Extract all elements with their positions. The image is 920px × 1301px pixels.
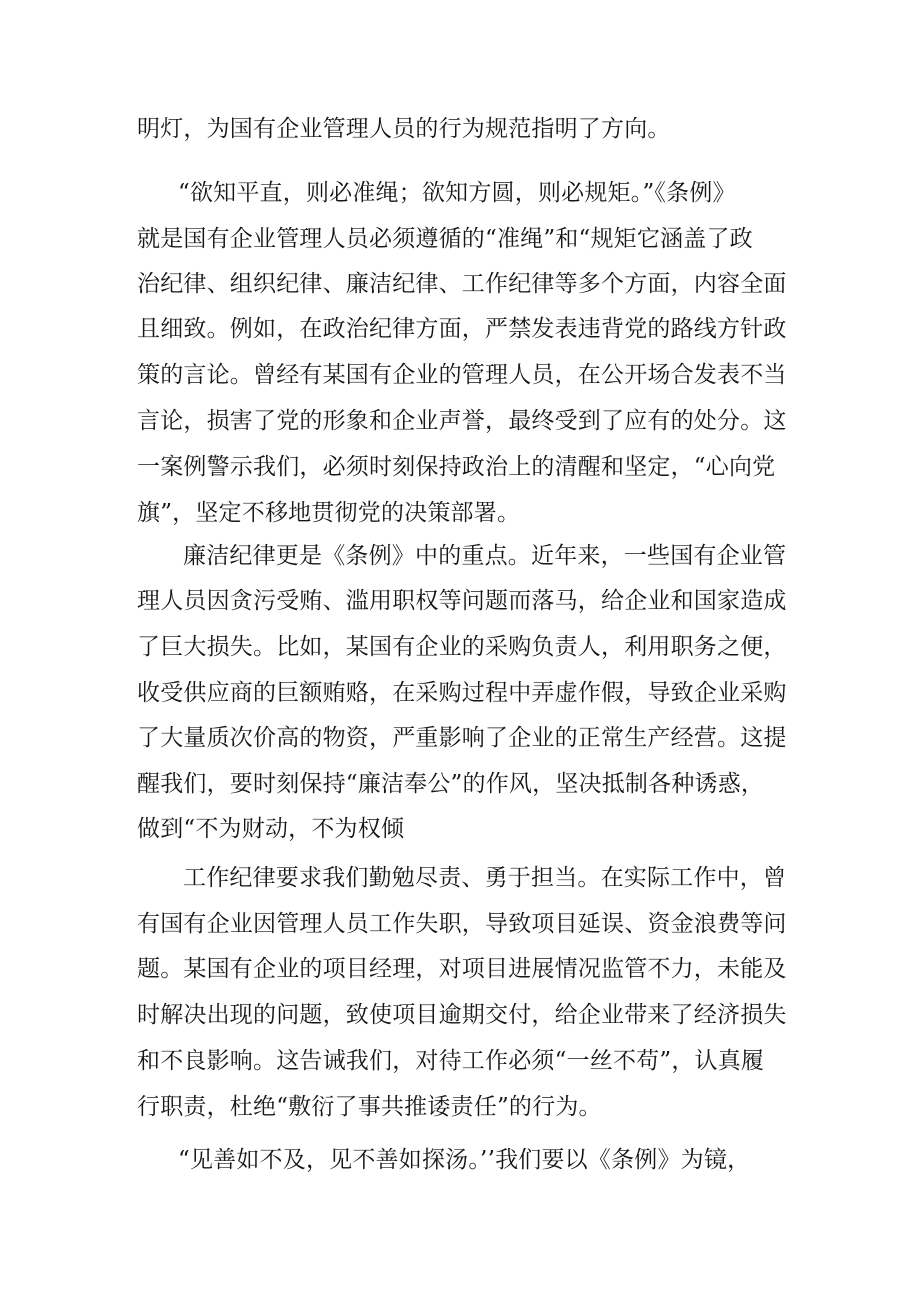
text-line: 时解决出现的问题，致使项目逾期交付，给企业带来了经济损失 bbox=[137, 1002, 787, 1028]
text-line: 收受供应商的巨额贿赂，在采购过程中弄虚作假，导致企业采购 bbox=[137, 680, 787, 706]
text-line: 有国有企业因管理人员工作失职，导致项目延误、资金浪费等问 bbox=[137, 911, 787, 937]
text-line: 题。某国有企业的项目经理，对项目进展情况监管不力，未能及 bbox=[137, 956, 787, 982]
text-line: 一案例警示我们，必须时刻保持政治上的清醒和坚定，“心向党 bbox=[137, 454, 776, 480]
text-line: 行职责，杜绝“敷衍了事共推诿责任”的行为。 bbox=[137, 1094, 602, 1120]
text-line: 和不良影响。这告诫我们，对待工作必须“一丝不苟”，认真履 bbox=[137, 1048, 765, 1074]
text-line: “欲知平直，则必准绳；欲知方圆，则必规矩。”《条例》 bbox=[178, 180, 736, 206]
text-line: 做到“不为财动，不为权倾 bbox=[137, 816, 405, 842]
text-line: 工作纪律要求我们勤勉尽责、勇于担当。在实际工作中，曾 bbox=[183, 865, 787, 891]
text-line: “见善如不及，见不善如探汤。’’我们要以《条例》为镜， bbox=[178, 1147, 751, 1173]
text-line: 了巨大损失。比如，某国有企业的采购负责人，利用职务之便， bbox=[137, 634, 787, 660]
text-line: 廉洁纪律更是《条例》中的重点。近年来，一些国有企业管 bbox=[183, 543, 787, 569]
text-line: 治纪律、组织纪律、廉洁纪律、工作纪律等多个方面，内容全面 bbox=[137, 271, 787, 297]
text-line: 理人员因贪污受贿、滥用职权等问题而落马，给企业和国家造成 bbox=[137, 588, 787, 614]
text-line: 旗”，坚定不移地贯彻党的决策部署。 bbox=[137, 500, 521, 526]
text-line: 且细致。例如，在政治纪律方面，严禁发表违背党的路线方针政 bbox=[137, 316, 787, 342]
text-line: 言论，损害了党的形象和企业声誉，最终受到了应有的处分。这 bbox=[137, 408, 787, 434]
text-line: 醒我们，要时刻保持“廉洁奉公”的作风，坚决抵制各种诱惑， bbox=[137, 771, 765, 797]
text-line: 明灯，为国有企业管理人员的行为规范指明了方向。 bbox=[137, 116, 671, 142]
text-line: 了大量质次价高的物资，严重影响了企业的正常生产经营。这提 bbox=[137, 725, 787, 751]
text-line: 就是国有企业管理人员必须遵循的“准绳”和“规矩它涵盖了政 bbox=[137, 226, 753, 252]
text-line: 策的言论。曾经有某国有企业的管理人员，在公开场合发表不当 bbox=[137, 362, 787, 388]
